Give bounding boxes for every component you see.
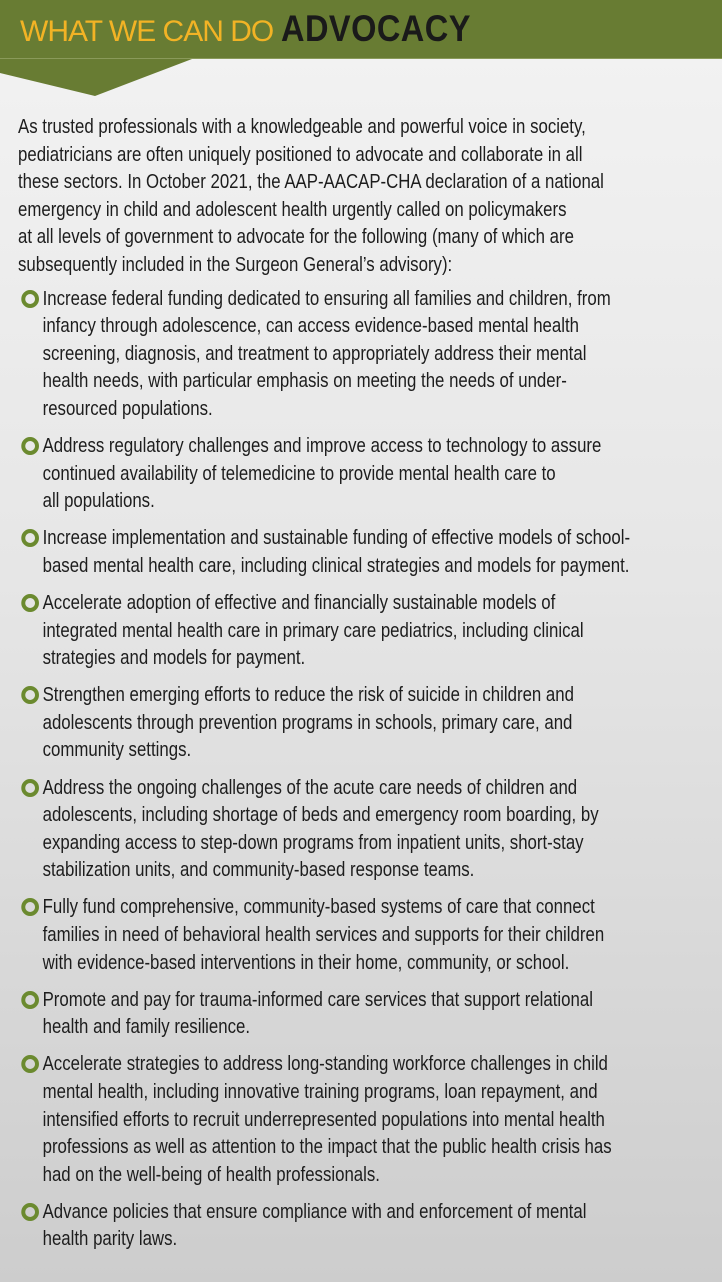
list-item xyxy=(18,774,722,884)
ring-bullet-icon xyxy=(21,437,39,455)
intro-line: these sectors. In October 2021, the AAP-AACAP-CHA declaration of a national xyxy=(18,170,604,194)
list-item-line: all populations. xyxy=(42,489,155,513)
ring-bullet-icon xyxy=(21,898,39,916)
ring-bullet-icon xyxy=(21,529,39,547)
list-item-line: adolescents through prevention programs in schools, primary care, and xyxy=(42,710,573,734)
list-item-line: stabilization units, and community-based response teams. xyxy=(42,858,475,882)
list-item-line: health and family resilience. xyxy=(42,1015,251,1039)
ring-bullet-icon xyxy=(21,686,39,704)
list-item-line: integrated mental health care in primary care pediatrics, including clinical xyxy=(42,618,584,642)
list-item-line: mental health, including innovative training programs, loan repayment, and xyxy=(42,1080,598,1103)
header-arrow-shape xyxy=(0,59,192,96)
list-item xyxy=(18,1198,722,1253)
content xyxy=(18,113,722,1263)
list-item-line: Increase implementation and sustainable funding of effective models of school- xyxy=(42,526,631,550)
list-item-line: Address the ongoing challenges of the acute care needs of children and xyxy=(42,775,578,799)
list-item-line: families in need of behavioral health services and supports for their children xyxy=(42,923,605,947)
title-main: ADVOCACY xyxy=(281,8,472,49)
list-item-line: adolescents, including shortage of beds and emergency room boarding, by xyxy=(42,803,599,827)
list-item-line: with evidence-based interventions in their home, community, or school. xyxy=(42,950,570,974)
ring-bullet-icon xyxy=(21,290,39,308)
list-item-line: based mental health care, including clinical strategies and models for payment. xyxy=(42,553,630,577)
list-item xyxy=(18,432,722,515)
list-item-line: professions as well as attention to the impact that the public health crisis has xyxy=(42,1135,612,1159)
list-item xyxy=(18,285,722,423)
ring-bullet-icon xyxy=(21,594,39,612)
list-item-line: health parity laws. xyxy=(42,1227,178,1251)
list-item xyxy=(18,524,722,579)
ring-bullet-icon xyxy=(21,779,39,797)
list-item-line: community settings. xyxy=(42,738,192,762)
list-item-line: expanding access to step-down programs from inpatient units, short-stay xyxy=(42,830,584,854)
ring-bullet-icon xyxy=(21,991,39,1009)
list-item-line: infancy through adolescence, can access evidence-based mental health xyxy=(42,314,579,338)
intro-line: subsequently included in the Surgeon General’s advisory): xyxy=(18,252,453,276)
intro-line: As trusted professionals with a knowledgeable and powerful voice in society, xyxy=(18,115,586,138)
list-item-line: screening, diagnosis, and treatment to appropriately address their mental xyxy=(42,341,587,365)
intro-paragraph xyxy=(18,113,722,279)
list-item-line: intensified efforts to recruit underrepresented populations into mental health xyxy=(42,1107,605,1131)
list-item-line: continued availability of telemedicine to provide mental health care to xyxy=(42,461,556,485)
advocacy-list xyxy=(18,285,722,1254)
intro-line: pediatricians are often uniquely positioned to advocate and collaborate in all xyxy=(18,142,583,166)
list-item-line: Advance policies that ensure compliance with and enforcement of mental xyxy=(42,1199,587,1223)
list-item-line: Address regulatory challenges and improve access to technology to assure xyxy=(42,434,602,458)
list-item-line: had on the well-being of health professionals. xyxy=(42,1162,380,1186)
list-item-line: Accelerate strategies to address long-standing workforce challenges in child xyxy=(42,1052,608,1076)
list-item xyxy=(18,589,722,672)
header-band xyxy=(0,0,722,59)
list-item-line: strategies and models for payment. xyxy=(42,646,306,670)
list-item-line: Strengthen emerging efforts to reduce the risk of suicide in children and xyxy=(42,683,574,707)
list-item xyxy=(18,1050,722,1188)
page-title xyxy=(20,8,497,52)
list-item-line: Fully fund comprehensive, community-based systems of care that connect xyxy=(42,895,595,919)
list-item xyxy=(18,893,722,976)
intro-line: at all levels of government to advocate for the following (many of which are xyxy=(18,225,574,249)
list-item-line: resourced populations. xyxy=(42,396,213,420)
ring-bullet-icon xyxy=(21,1055,39,1073)
list-item-line: health needs, with particular emphasis on meeting the needs of under- xyxy=(42,369,567,393)
list-item xyxy=(18,681,722,764)
list-item xyxy=(18,986,722,1041)
list-item-line: Promote and pay for trauma-informed care services that support relational xyxy=(42,987,593,1011)
list-item-line: Accelerate adoption of effective and financially sustainable models of xyxy=(42,591,556,614)
intro-line: emergency in child and adolescent health urgently called on policymakers xyxy=(18,197,567,221)
list-item-line: Increase federal funding dedicated to ensuring all families and children, from xyxy=(42,286,611,310)
ring-bullet-icon xyxy=(21,1203,39,1221)
title-lead: WHAT WE CAN DO xyxy=(20,15,274,48)
